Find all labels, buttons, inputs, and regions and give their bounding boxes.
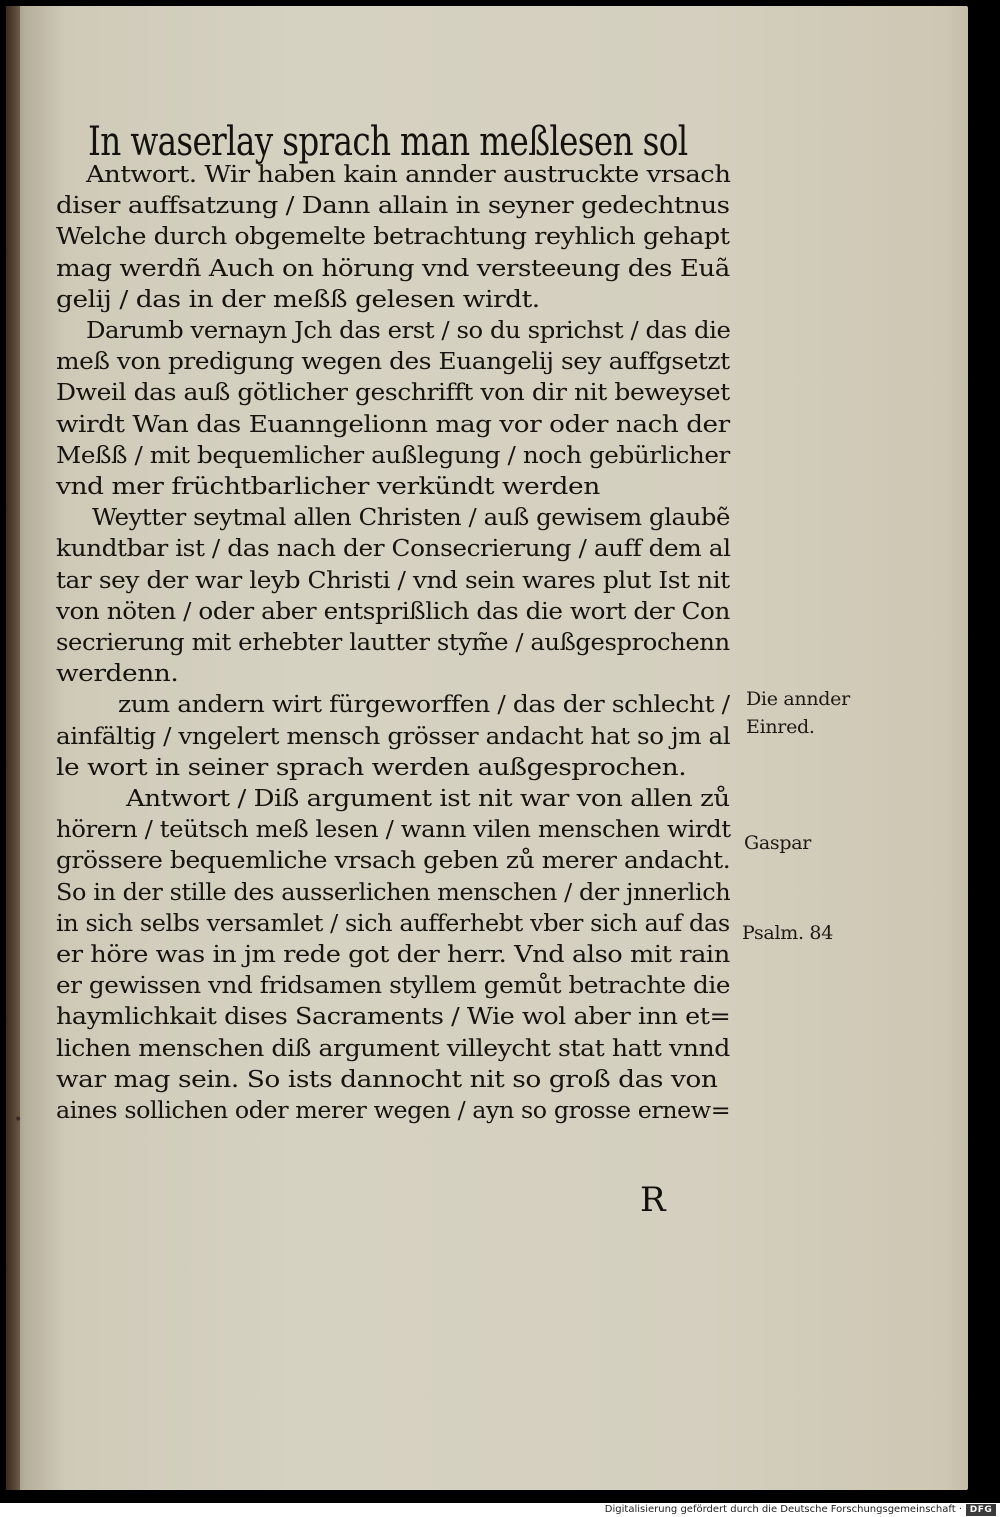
body-line: er höre was in jm rede got der herr. Vnd also mit rain	[56, 942, 730, 968]
margin-note: Einred.	[746, 716, 815, 738]
margin-note: Die annder	[746, 688, 850, 710]
body-line: gelij / das in der meßß gelesen wirdt.	[56, 286, 540, 313]
body-line: Dweil das auß götlicher geschrifft von dir nit beweyset	[56, 380, 730, 407]
body-line: secrierung mit erhebter lautter stym̃e / außgesprochenn	[56, 630, 730, 656]
body-line: grössere bequemliche vrsach geben zů merer andacht.	[56, 848, 731, 875]
body-line: haymlichkait dises Sacraments / Wie wol aber inn et=	[56, 1004, 731, 1031]
body-line: hörern / teütsch meß lesen / wann vilen menschen wirdt	[56, 817, 731, 844]
body-line: werdenn.	[56, 661, 179, 688]
margin-note: Psalm. 84	[742, 922, 834, 944]
body-line: Antwort. Wir haben kain annder austruckte vrsach	[86, 162, 731, 188]
body-line: aines sollichen oder merer wegen / ayn so grosse ernew=	[56, 1098, 731, 1124]
body-line: lichen menschen diß argument villeycht stat hatt vnnd	[56, 1035, 730, 1062]
body-line: mag werdñ Auch on hörung vnd versteeung des Euã	[56, 255, 730, 282]
signature-mark: R	[640, 1180, 666, 1220]
body-line: tar sey der war leyb Christi / vnd sein wares plut Ist nit	[56, 567, 730, 594]
page-heading: In waserlay sprach man meßlesen sol	[88, 119, 688, 165]
body-line: vnd mer früchtbarlicher verkündt werden	[56, 474, 600, 500]
body-line: zum andern wirt fürgeworffen / das der schlecht /	[118, 692, 730, 719]
body-line: er gewissen vnd fridsamen styllem gemůt betrachte die	[56, 973, 731, 1000]
body-line: kundtbar ist / das nach der Consecrierung / auff dem al	[56, 536, 731, 563]
body-line: in sich selbs versamlet / sich aufferhebt vber sich auf das	[56, 910, 730, 937]
body-line: Antwort / Diß argument ist nit war von allen zů	[126, 786, 730, 812]
margin-note: Gaspar	[744, 832, 812, 854]
body-line: le wort in seiner sprach werden außgesprochen.	[56, 754, 687, 781]
body-line: war mag sein. So ists dannocht nit so groß das von	[56, 1066, 718, 1093]
body-line: Meßß / mit bequemlicher außlegung / noch gebürlicher	[56, 442, 730, 469]
footer-bar	[0, 1503, 1000, 1517]
funding-credit: Digitalisierung gefördert durch die Deutsche Forschungsgemeinschaft ·	[604, 1504, 962, 1515]
body-line: Welche durch obgemelte betrachtung reyhlich gehapt	[56, 224, 730, 251]
body-line: Darumb vernayn Jch das erst / so du sprichst / das die	[86, 318, 731, 344]
body-line: diser auffsatzung / Dann allain in seyner gedechtnus	[56, 193, 730, 220]
dfg-logo: DFG	[966, 1504, 996, 1516]
body-line: So in der stille des ausserlichen menschen / der jnnerlich	[56, 879, 731, 906]
book-spine-edge	[6, 6, 23, 1490]
body-line: Weytter seytmal allen Christen / auß gewisem glaubẽ	[92, 505, 731, 532]
body-line: wirdt Wan das Euanngelionn mag vor oder nach der	[56, 411, 730, 438]
body-line: ainfältig / vngelert mensch grösser andacht hat so jm al	[56, 723, 731, 750]
body-line: von nöten / oder aber entsprißlich das die wort der Con	[56, 598, 730, 625]
body-line: meß von predigung wegen des Euangelij sey auffgsetzt	[56, 349, 730, 376]
paper-speck: •	[14, 1112, 23, 1128]
